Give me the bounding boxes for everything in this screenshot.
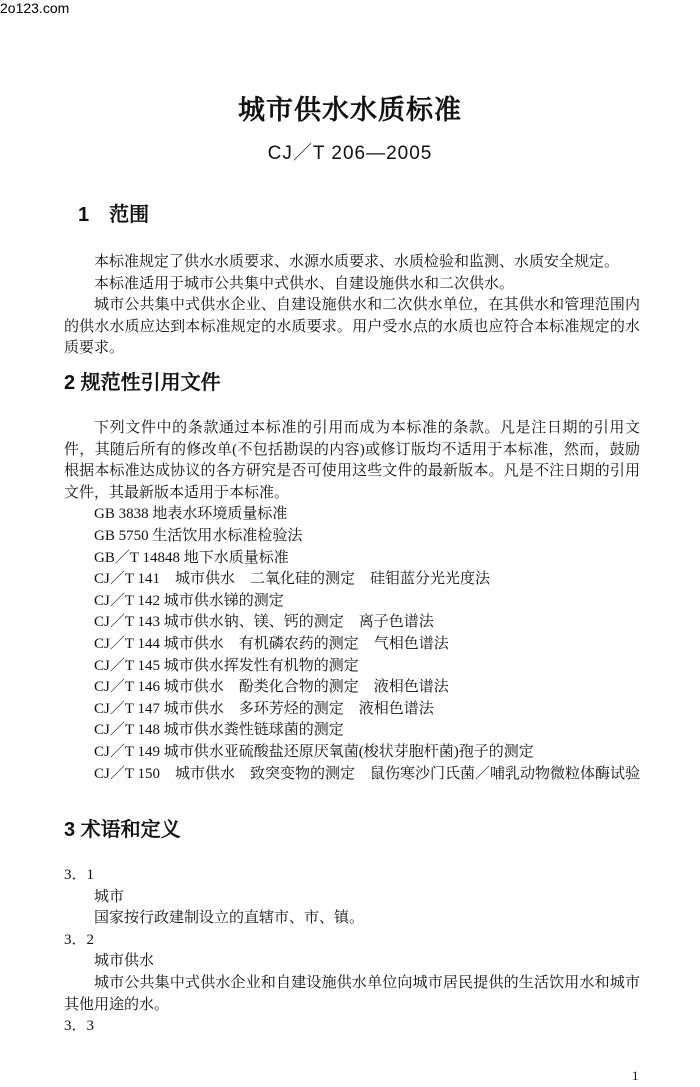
paragraph: 本标准适用于城市公共集中式供水、自建设施供水和二次供水。 bbox=[94, 275, 515, 292]
document-title: 城市供水水质标准 bbox=[238, 95, 462, 125]
section-1-body bbox=[64, 252, 640, 360]
section-2-heading: 2 规范性引用文件 bbox=[64, 372, 221, 394]
reference-item: CJ／T 144 城市供水 有机磷农药的测定 气相色谱法 bbox=[94, 635, 449, 652]
paragraph: 下列文件中的条款通过本标准的引用而成为本标准的条款。凡是注日期的引用文件，其随后所有的修改单(不包括勘误的内容)或修订版均不适用于本标准，然而，鼓励根据本标准达成协议的各方研究是否可使用这些文件的最新版本。凡是不注日期的引用文件，其最新版本适用于本标准。 bbox=[64, 420, 640, 501]
reference-item: CJ／T 150 城市供水 致突变物的测定 鼠伤寒沙门氏菌／哺乳动物微粒体酶试验 bbox=[94, 765, 640, 782]
section-2-body bbox=[64, 418, 640, 785]
term-name: 城市供水 bbox=[94, 953, 155, 970]
section-3-heading: 3 术语和定义 bbox=[64, 819, 181, 841]
reference-item: CJ／T 149 城市供水亚硫酸盐还原厌氧菌(梭状芽胞杆菌)孢子的测定 bbox=[94, 743, 534, 760]
reference-item: CJ／T 141 城市供水 二氧化硅的测定 硅钼蓝分光光度法 bbox=[94, 571, 490, 588]
page-number: 1 bbox=[632, 1068, 639, 1083]
reference-item: CJ／T 143 城市供水钠、镁、钙的测定 离子色谱法 bbox=[94, 614, 434, 631]
reference-item: GB／T 14848 地下水质量标准 bbox=[94, 549, 289, 566]
reference-item: CJ／T 148 城市供水粪性链球菌的测定 bbox=[94, 722, 344, 739]
term-number: 3．3 bbox=[64, 1018, 95, 1035]
reference-item: CJ／T 145 城市供水挥发性有机物的测定 bbox=[94, 657, 359, 674]
section-3-body bbox=[64, 865, 640, 1038]
term-number: 3．2 bbox=[64, 931, 95, 948]
paragraph: 城市公共集中式供水企业、自建设施供水和二次供水单位，在其供水和管理范围内的供水水质应达到本标准规定的水质要求。用户受水点的水质也应符合本标准规定的水质要求。 bbox=[64, 297, 640, 357]
term-definition: 城市公共集中式供水企业和自建设施供水单位向城市居民提供的生活饮用水和城市其他用途的水。 bbox=[64, 974, 640, 1013]
term-name: 城市 bbox=[94, 888, 125, 905]
reference-item: CJ／T 142 城市供水锑的测定 bbox=[94, 592, 284, 609]
term-definition: 国家按行政建制设立的直辖市、市、镇。 bbox=[94, 910, 365, 927]
reference-item: GB 5750 生活饮用水标准检验法 bbox=[94, 527, 303, 544]
section-1-heading: 1 范围 bbox=[78, 204, 150, 226]
paragraph: 本标准规定了供水水质要求、水源水质要求、水质检验和监测、水质安全规定。 bbox=[94, 254, 620, 270]
reference-item: CJ／T 146 城市供水 酚类化合物的测定 液相色谱法 bbox=[94, 679, 449, 696]
standard-code: CJ／T 206—2005 bbox=[267, 143, 433, 164]
term-number: 3．1 bbox=[64, 867, 95, 883]
reference-item: GB 3838 地表水环境质量标准 bbox=[94, 506, 288, 523]
reference-item: CJ／T 147 城市供水 多环芳烃的测定 液相色谱法 bbox=[94, 700, 434, 717]
watermark: 2o123.com bbox=[0, 0, 70, 16]
